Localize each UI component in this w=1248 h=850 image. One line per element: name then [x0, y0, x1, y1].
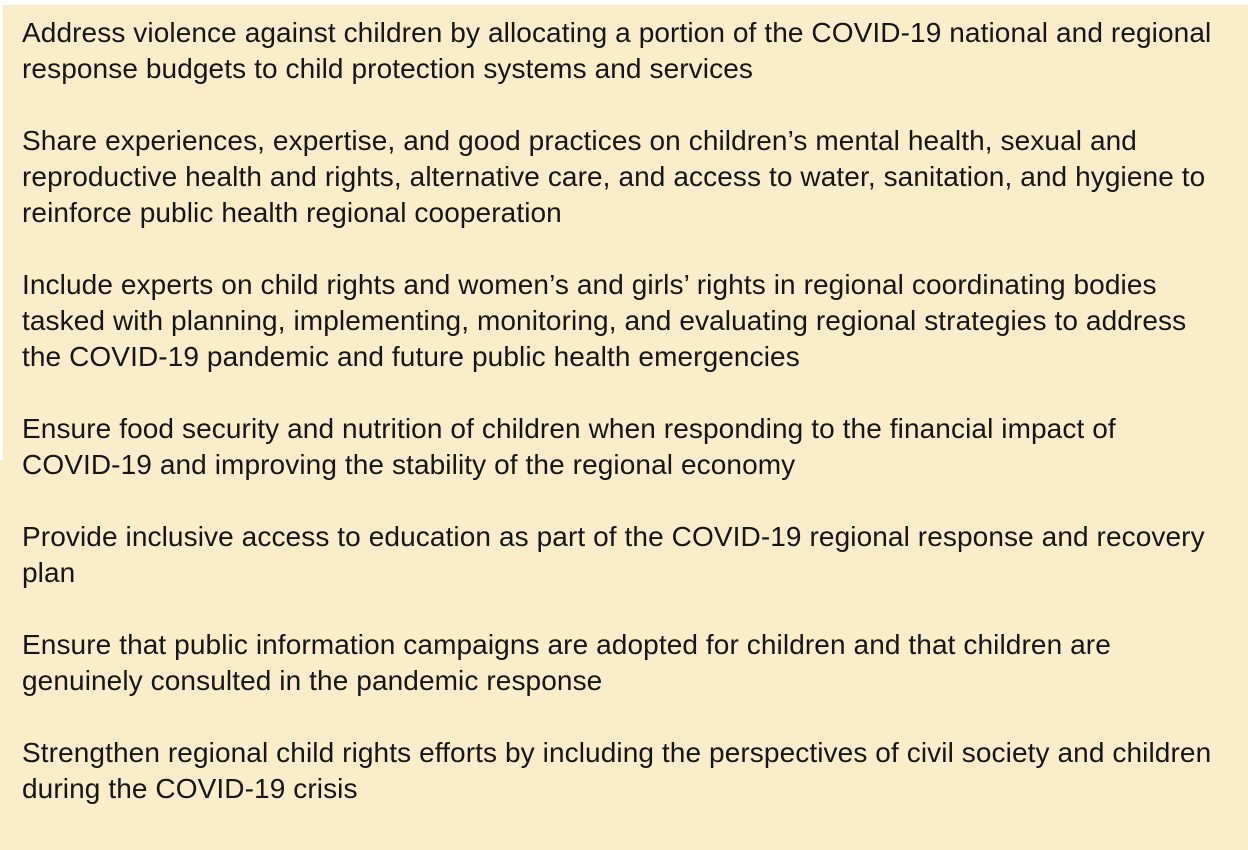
- page-edge-highlight-left: [0, 0, 3, 460]
- recommendation-paragraph: Address violence against children by allocating a portion of the COVID-19 national and regional response budgets to child protection systems and services: [22, 17, 1212, 84]
- page-edge-highlight-top: [0, 0, 1248, 5]
- recommendation-paragraph: Strengthen regional child rights efforts by including the perspectives of civil society and children during the COVID-19 crisis: [22, 737, 1212, 804]
- recommendation-paragraph: Include experts on child rights and women’s and girls’ rights in regional coordinating bodies tasked with planning, implementing, monitoring, and evaluating regional strategies to address the COVID-19 pandemic and future public health emergencies: [22, 269, 1187, 372]
- recommendation-paragraph: Ensure that public information campaigns are adopted for children and that children are genuinely consulted in the pandemic response: [22, 629, 1111, 696]
- recommendation-paragraph: Share experiences, expertise, and good practices on children’s mental health, sexual and reproductive health and rights, alternative care, and access to water, sanitation, and hygiene to reinforce public health regional cooperation: [22, 125, 1206, 228]
- recommendation-paragraph: Ensure food security and nutrition of children when responding to the financial impact of COVID-19 and improving the stability of the regional economy: [22, 413, 1116, 480]
- recommendation-paragraph: Provide inclusive access to education as part of the COVID-19 regional response and recovery plan: [22, 521, 1205, 588]
